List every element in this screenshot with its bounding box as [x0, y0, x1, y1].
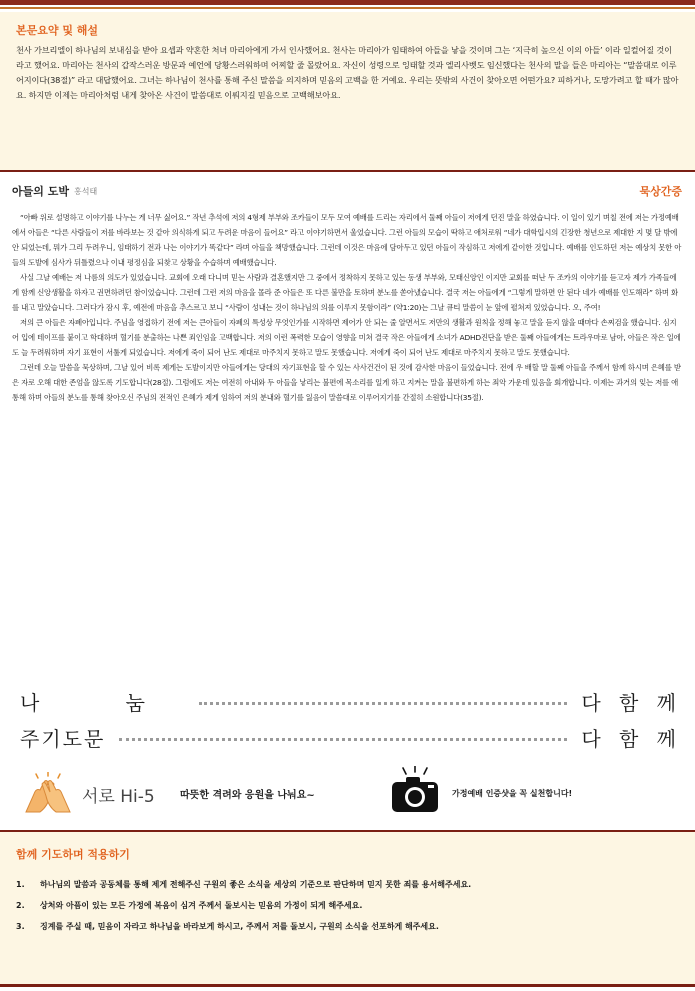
- essay-paragraph-2: 사실 그날 예배는 저 나름의 의도가 있었습니다. 교회에 오래 다니며 믿는 사람과 결혼했지만 그 중에서 정착하지 못하고 있는 동생 부부와, 모태신앙인 이지만 교회를 떠난 두 조카의 이야기를 듣고자 제가 가족들에게 함께 신앙생활을 하자고 권면하려던 참이었습니다. 그런데 그런 저의 마음을 몰라 준 아들은 또 다른 불만을 토하며 분노를 쏟아냈습니다. 결국 저는 아들에게 “그렇게 말하면 안 된다 네가 예배를 인도해라” 하며 화를 내고 말았습니다. 그러다가 잠시 후, 예전에 마음을 추스르고 보니 “사람이 성내는 것이 하나님의 의를 이루지 못함이라” (약1:20)는 그날 큐티 말씀이 눈 앞에 펼쳐져 있었습니다. 오, 주여!: [12, 273, 678, 312]
- essay-title: 아들의 도박: [12, 185, 69, 198]
- sharing-right: 다 함 께: [581, 690, 682, 715]
- sharing-label: 나 눔: [20, 690, 185, 715]
- clapping-hands-icon: [20, 772, 76, 816]
- bottom-border: [0, 984, 695, 987]
- hi5-section: [20, 766, 682, 822]
- prayer-title: 함께 기도하며 적용하기: [16, 848, 130, 861]
- prayer-item: [16, 916, 679, 937]
- prayer-item: [16, 895, 679, 916]
- top-border-accent: [0, 7, 695, 9]
- prayer-item: [16, 874, 679, 895]
- essay-tag: 묵상간증: [639, 185, 682, 198]
- sharing-row: [20, 686, 682, 716]
- lords-prayer-label: 주기도문: [20, 726, 106, 751]
- essay-header: [12, 183, 682, 203]
- camera-caption: 가정예배 인증샷을 꼭 실천합니다!: [452, 789, 573, 798]
- lords-prayer-right: 다 함 께: [581, 726, 682, 751]
- prayer-item-text: 상처와 아픔이 있는 모든 가정에 복음이 심겨 주께서 돌보시는 믿음의 가정이 되게 해주세요.: [40, 901, 363, 910]
- prayer-item-number: 1.: [16, 880, 25, 889]
- prayer-section: [0, 832, 695, 984]
- summary-section: [0, 12, 695, 170]
- prayer-list: [16, 874, 679, 937]
- essay-author: 홍석태: [74, 187, 98, 196]
- hi5-title: 서로 Hi-5: [82, 787, 155, 807]
- essay-body: [12, 210, 682, 405]
- essay-paragraph-4: 그런데 오늘 말씀을 묵상하며, 그날 있어 비록 제게는 도발이지만 아들에게는 당대의 자기표현을 할 수 있는 사사건건이 된 것에 감사한 마음이 들었습니다. 전에 우 배할 말 둘째 아들을 주께서 함께 하시며 은혜를 받은 자로 오해 대한 존엄을 않도록 기도합니다(28절). 그럼에도 저는 여전히 아내와 두 아들을 낳리는 불편에 목소리를 일게 하고 지켜는 말을 불편하게 하는 죄악 가운데 있음을 회개합니다. 이제는 과거의 잊는 저를 애통해 하며 아들의 분노를 통해 찾아오신 주님의 전적인 은혜가 제게 임하여 저의 분내와 혈기를 잃음이 말씀대로 이루어지기를 간절히 소원합니다(35절).: [12, 363, 681, 402]
- lords-prayer-row: [20, 722, 682, 752]
- prayer-item-number: 3.: [16, 922, 25, 931]
- prayer-item-text: 징계를 주실 때, 믿음이 자라고 하나님을 바라보게 하시고, 주께서 저를 돌보시, 구원의 소식을 선포하게 해주세요.: [40, 922, 439, 931]
- sharing-leader-dots: [199, 702, 567, 705]
- summary-text: 천사 가브리엘이 하나님의 보내심을 받아 요셉과 약혼한 처녀 마리아에게 가서 인사했어요. 천사는 마리아가 임태하여 아들을 낳을 것이며 그는 ‘지극히 높으신 이의 아들’ 이라 일컬어질 것이라고 했어요. 마리아는 천사의 갑작스러운 방문과 예언에 당황스러워하며 어찌할 줄 몰랐어요. 자신이 성령으로 잉태할 것과 엘리사벳도 임신했다는 천사의 말을 들은 마리아는 “말씀대로 이루어지이다(38절)” 라고 대답했어요. 그녀는 하나님이 천사를 통해 주신 말씀을 의지하며 믿음의 고백을 한 거예요. 우리는 뜻밖의 사건이 찾아오면 어떤가요? 피하거나, 도망가려고 할 때가 많아요. 하지만 이제는 마리아처럼 내게 찾아온 사건이 말씀대로 이뤄지길 믿음으로 고백해보아요.: [16, 45, 679, 100]
- summary-title: 본문요약 및 해설: [16, 24, 99, 37]
- hi5-subtitle: 따뜻한 격려와 응원을 나눠요~: [180, 790, 315, 801]
- section-divider: [0, 170, 695, 172]
- prayer-item-text: 하나님의 말씀과 공동체를 통해 제게 전해주신 구원의 좋은 소식을 세상의 기준으로 판단하며 믿지 못한 죄를 용서해주세요.: [40, 880, 472, 889]
- essay-paragraph-3: 저의 큰 아들은 자폐아입니다. 주님을 영접하기 전에 저는 큰아들이 자폐의 특성상 무엇인가를 시작하면 제어가 안 되는 줄 알면서도 저만의 생활과 원칙을 정해 놓고 말을 듣지 않을 때마다 손찌검을 했습니다. 심지어 입에 테이프를 붙이고 학대하며 혈기를 분출하는 나쁜 죄인임을 고백합니다. 저의 이런 폭력한 모습이 영향을 미쳐 결국 작은 아들에게 소녀가 ADHD진단을 받은 둘째 아들에게는 트라우마로 남아, 아들은 작은 일에도 늘 두려워하며 자기 표현이 서툴게 되었습니다. 저에게 죽이 되어 난도 제대로 마주치지 못하고 말도 못했습니다. 저에게 죽이 되어 난도 제대로 마주치지 못하고 말도 못했습니다.: [12, 318, 681, 357]
- camera-icon: [388, 766, 442, 816]
- top-border: [0, 0, 695, 5]
- essay-paragraph-1: “아빠 위로 설명하고 이야기를 나누는 게 너무 싫어요.” 작년 추석에 저의 4형제 부부와 조카들이 모두 모여 예배를 드리는 자리에서 둘째 아들이 저에게 던진 말을 하였습니다. 이 일이 있기 며칠 전에 저는 가정예배에서 아들은 “다른 사람들이 저를 바라보는 것 같아 의식하게 되고 두려운 마음이 들어요” 라고 이야기하면서 울었습니다. 그런 아들의 모습이 딱하고 애처로워 “네가 대학입시의 긴장한 청년으로 제대한 지 몇 달 밖에 안 되었는데, 뭐가 그리 두려우니, 임태하기 전과 나는 이야기가 똑같다” 라며 아들을 책망했습니다. 그런데 이것은 마음에 담아두고 있던 아들이 작심하고 저에게 같이한 것입니다. 예배를 인도하던 저는 예상치 못한 아들의 도발에 심사가 뒤틀렸으나 이내 평정심을 되찾고 상황을 수습하며 예배했습니다.: [12, 213, 682, 267]
- lords-prayer-leader-dots: [119, 738, 567, 741]
- prayer-item-number: 2.: [16, 901, 25, 910]
